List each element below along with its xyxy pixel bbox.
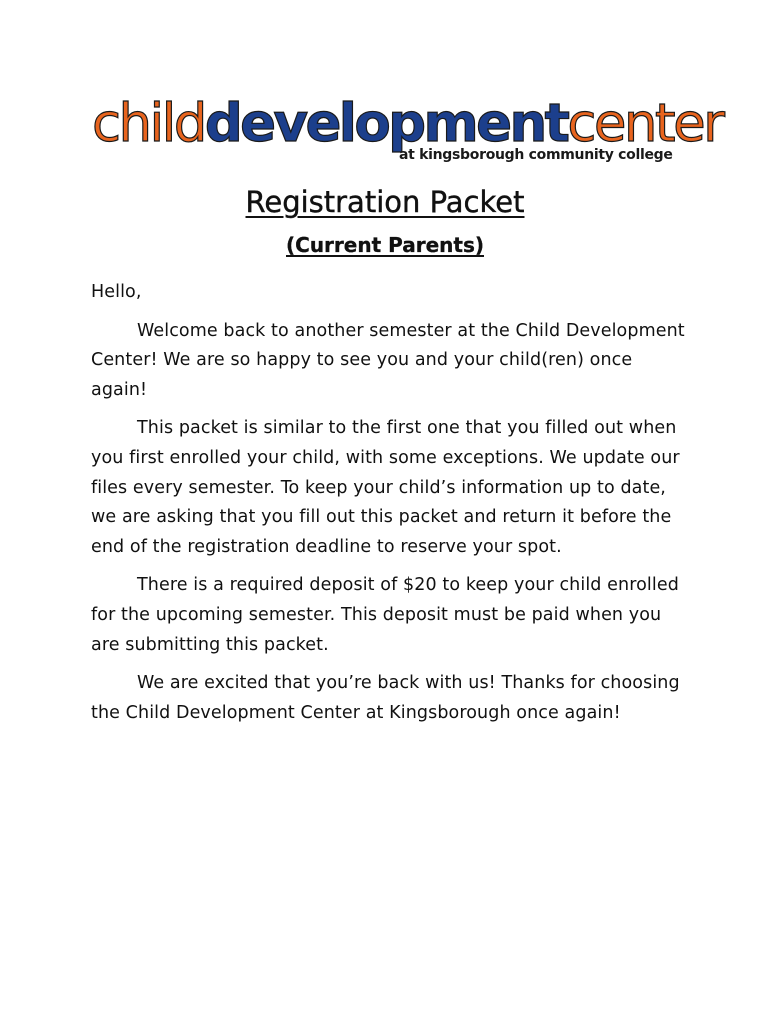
logo-word-child: child xyxy=(92,93,205,154)
paragraph-packet-info: This packet is similar to the first one that you filled out when you first enrolled your child, with some exceptions. We update our files every semester. To keep your child’s information up to date, we are asking that you fill out this packet and return it before the end of the registration deadline to reserve your spot. xyxy=(91,418,680,557)
paragraph-closing: We are excited that you’re back with us! Thanks for choosing the Child Development Center at Kingsborough once again! xyxy=(91,673,680,723)
document-subtitle: (Current Parents) xyxy=(286,233,484,257)
logo-wordmark xyxy=(92,94,722,154)
document-title: Registration Packet xyxy=(245,185,525,219)
letter-body xyxy=(91,278,691,737)
paragraph-deposit: There is a required deposit of $20 to keep your child enrolled for the upcoming semester. This deposit must be paid when you are submitting this packet. xyxy=(91,575,679,655)
logo-word-center: center xyxy=(567,93,723,154)
greeting: Hello, xyxy=(91,282,142,302)
logo-word-development: development xyxy=(204,93,568,154)
logo-subtitle: at kingsborough community college xyxy=(399,147,673,163)
paragraph-welcome: Welcome back to another semester at the Child Development Center! We are so happy to see you and your child(ren) once again! xyxy=(91,320,685,400)
child-development-center-logo xyxy=(92,93,723,174)
